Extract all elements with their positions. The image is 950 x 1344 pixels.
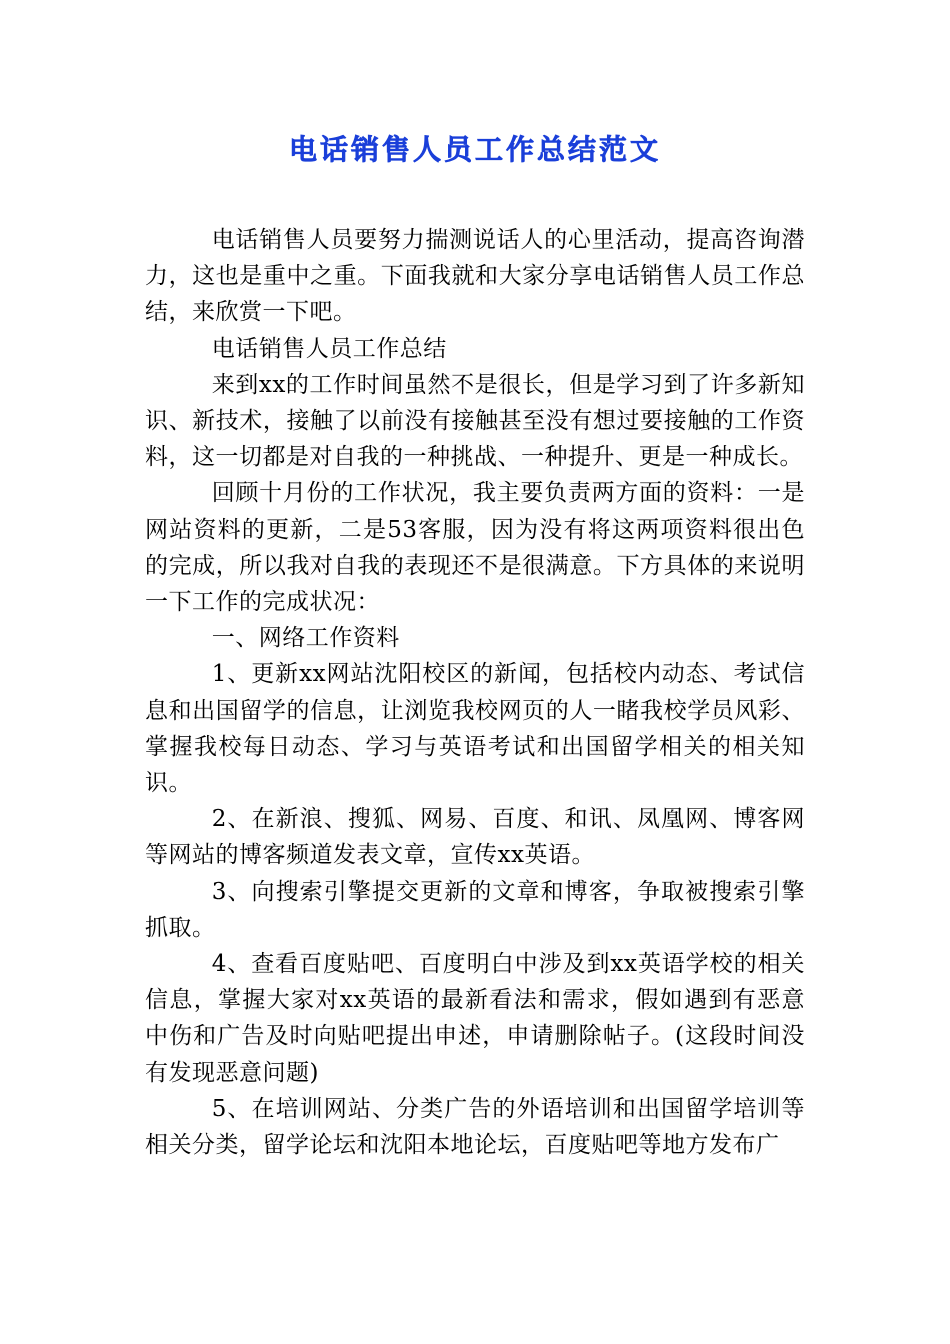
paragraph: 来到xx的工作时间虽然不是很长，但是学习到了许多新知识、新技术，接触了以前没有接触甚至没有想过要接触的工作资料，这一切都是对自我的一种挑战、一种提升、更是一种成长。	[145, 371, 805, 471]
paragraph-intro: 电话销售人员要努力揣测说话人的心里活动，提高咨询潜力，这也是重中之重。下面我就和大家分享电话销售人员工作总结，来欣赏一下吧。	[145, 227, 805, 326]
list-item: 5、在培训网站、分类广告的外语培训和出国留学培训等相关分类，留学论坛和沈阳本地论坛，百度贴吧等地方发布广	[145, 1095, 805, 1159]
document-title: 电话销售人员工作总结范文	[288, 133, 661, 166]
list-item: 3、向搜索引擎提交更新的文章和博客，争取被搜索引擎抓取。	[145, 878, 805, 941]
section-heading: 一、网络工作资料	[211, 625, 400, 652]
document-body	[145, 222, 805, 1163]
paragraph-heading: 电话销售人员工作总结	[211, 335, 447, 362]
list-item: 2、在新浪、搜狐、网易、百度、和讯、凤凰网、博客网等网站的博客频道发表文章，宣传xx英语。	[145, 806, 805, 869]
list-item: 1、更新xx网站沈阳校区的新闻，包括校内动态、考试信息和出国留学的信息，让浏览我校网页的人一睹我校学员风彩、掌握我校每日动态、学习与英语考试和出国留学相关的相关知识。	[145, 661, 805, 797]
paragraph: 回顾十月份的工作状况，我主要负责两方面的资料：一是网站资料的更新，二是53客服，因为没有将这两项资料很出色的完成，所以我对自我的表现还不是很满意。下方具体的来说明一下工作的完成状况：	[145, 480, 805, 616]
list-item: 4、查看百度贴吧、百度明白中涉及到xx英语学校的相关信息，掌握大家对xx英语的最新看法和需求，假如遇到有恶意中伤和广告及时向贴吧提出申述，申请删除帖子。(这段时间没有发现恶意问题)	[145, 951, 805, 1086]
